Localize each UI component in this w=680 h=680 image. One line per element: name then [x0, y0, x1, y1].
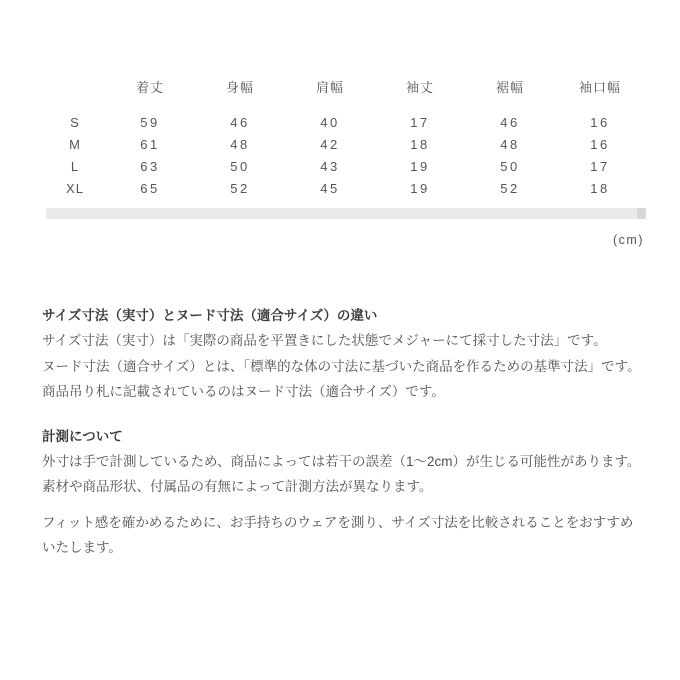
table-cell: 63: [140, 158, 160, 174]
table-cell: 61: [140, 136, 160, 152]
section-measurement: [42, 424, 643, 500]
table-cell: 42: [320, 136, 340, 152]
column-header-cuff-width: 袖口幅: [578, 80, 621, 95]
table-cell: 17: [590, 158, 610, 174]
column-header-body-length: 着丈: [135, 80, 164, 95]
note-line: 外寸は手で計測しているため、商品によっては若干の誤差（1〜2cm）が生じる可能性があります。: [42, 453, 641, 469]
table-row-s: [45, 111, 645, 133]
column-header-body-width: 身幅: [225, 80, 254, 95]
column-header-hem-width: 裾幅: [495, 80, 524, 95]
scrollbar-thumb[interactable]: [637, 208, 646, 219]
table-cell: 19: [410, 158, 430, 174]
table-cell: 18: [590, 180, 610, 196]
table-cell: 43: [320, 158, 340, 174]
section-heading: サイズ寸法（実寸）とヌード寸法（適合サイズ）の違い: [42, 308, 378, 323]
table-cell: 52: [230, 180, 250, 196]
size-notes: [42, 303, 643, 561]
note-line: ヌード寸法（適合サイズ）とは、「標準的な体の寸法に基づいた商品を作るための基準寸法」です。: [42, 358, 641, 374]
table-header-row: [45, 72, 645, 101]
note-line: サイズ寸法（実寸）は「実際の商品を平置きにした状態でメジャーにて採寸した寸法」です。: [42, 333, 607, 348]
size-label: XL: [66, 180, 84, 196]
table-cell: 50: [500, 158, 520, 174]
table-cell: 16: [590, 136, 610, 152]
horizontal-scrollbar[interactable]: [46, 208, 646, 219]
section-size-definitions: [42, 303, 643, 405]
section-heading: 計測について: [42, 428, 123, 444]
column-header-sleeve-length: 袖丈: [405, 80, 434, 95]
table-spacer: [45, 101, 645, 111]
table-cell: 65: [140, 180, 160, 196]
table-cell: 16: [590, 114, 610, 130]
table-cell: 59: [140, 114, 160, 130]
table-cell: 52: [500, 180, 520, 196]
table-cell: 17: [410, 114, 430, 130]
table-row-xl: [45, 177, 645, 199]
table-cell: 40: [320, 114, 340, 130]
table-cell: 18: [410, 136, 430, 152]
table-cell: 45: [320, 180, 340, 196]
table-cell: 46: [230, 114, 250, 130]
table-cell: 48: [230, 136, 250, 152]
size-label: S: [70, 114, 80, 130]
unit-label: (cm): [613, 233, 644, 247]
table-row-l: [45, 155, 645, 177]
size-label: L: [70, 158, 80, 174]
recommendation-note: フィット感を確かめるために、お手持ちのウェアを測り、サイズ寸法を比較されることをおすすめいたします。: [42, 514, 634, 555]
table-cell: 19: [410, 180, 430, 196]
column-header-shoulder-width: 肩幅: [315, 80, 344, 95]
size-label: M: [69, 136, 81, 152]
size-table: [45, 72, 645, 199]
table-cell: 46: [500, 114, 520, 130]
note-line: 素材や商品形状、付属品の有無によって計測方法が異なります。: [42, 479, 433, 494]
table-row-m: [45, 133, 645, 155]
note-line: 商品吊り札に記載されているのはヌード寸法（適合サイズ）です。: [42, 384, 445, 399]
table-cell: 48: [500, 136, 520, 152]
table-cell: 50: [230, 158, 250, 174]
